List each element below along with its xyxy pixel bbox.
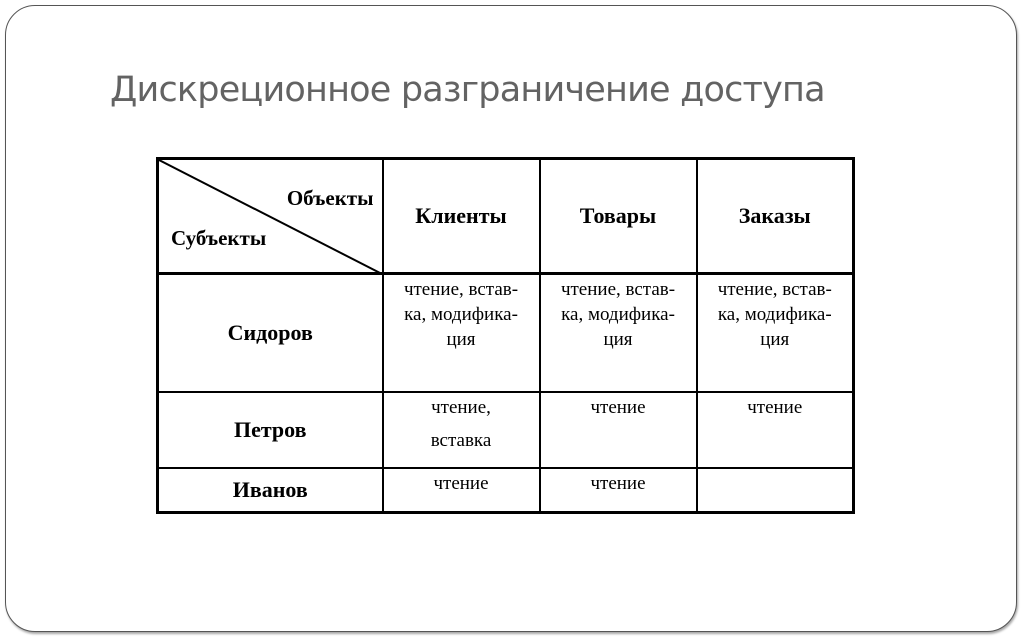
permission-cell (540, 392, 697, 468)
table-row (158, 392, 854, 468)
permission-line: ция (603, 329, 633, 350)
subject-cell: Петров (158, 392, 383, 468)
objects-label: Объекты (286, 186, 374, 210)
permission-cell-empty (697, 468, 854, 513)
permission-line: ция (760, 329, 790, 350)
permission-line: чтение, встав- (560, 279, 676, 300)
permission-cell (383, 392, 540, 468)
subjects-label: Субъекты (171, 226, 267, 250)
slide-title: Дискреционное разграничение доступа (110, 70, 825, 110)
permission-line: ка, модифика- (404, 304, 518, 325)
permission-line: чтение, (431, 396, 491, 418)
access-control-table (156, 157, 855, 514)
permission-cell (540, 274, 697, 392)
permission-line: чтение (433, 472, 489, 494)
permission-line: ка, модифика- (717, 304, 832, 325)
column-header-clients: Клиенты (383, 159, 540, 274)
column-header-goods: Товары (540, 159, 697, 274)
permission-line: ка, модифика- (561, 304, 675, 325)
permission-cell (697, 274, 854, 392)
permission-line: чтение, встав- (717, 279, 832, 300)
permission-cell (383, 274, 540, 392)
corner-header-cell (158, 159, 383, 274)
column-header-orders: Заказы (697, 159, 854, 274)
permission-line: чтение (590, 472, 646, 494)
permission-line: ция (446, 329, 476, 350)
permission-cell (540, 468, 697, 513)
permission-line: чтение, встав- (403, 279, 519, 300)
table-row (158, 274, 854, 392)
permission-line: чтение (747, 396, 803, 418)
permission-cell (697, 392, 854, 468)
table-row (158, 468, 854, 513)
subject-cell: Сидоров (158, 274, 383, 392)
permission-line: чтение (590, 396, 646, 418)
diagonal-divider (159, 160, 384, 275)
subject-cell: Иванов (158, 468, 383, 513)
permission-cell (383, 468, 540, 513)
table-header-row (158, 159, 854, 274)
permission-line: вставка (430, 429, 492, 451)
